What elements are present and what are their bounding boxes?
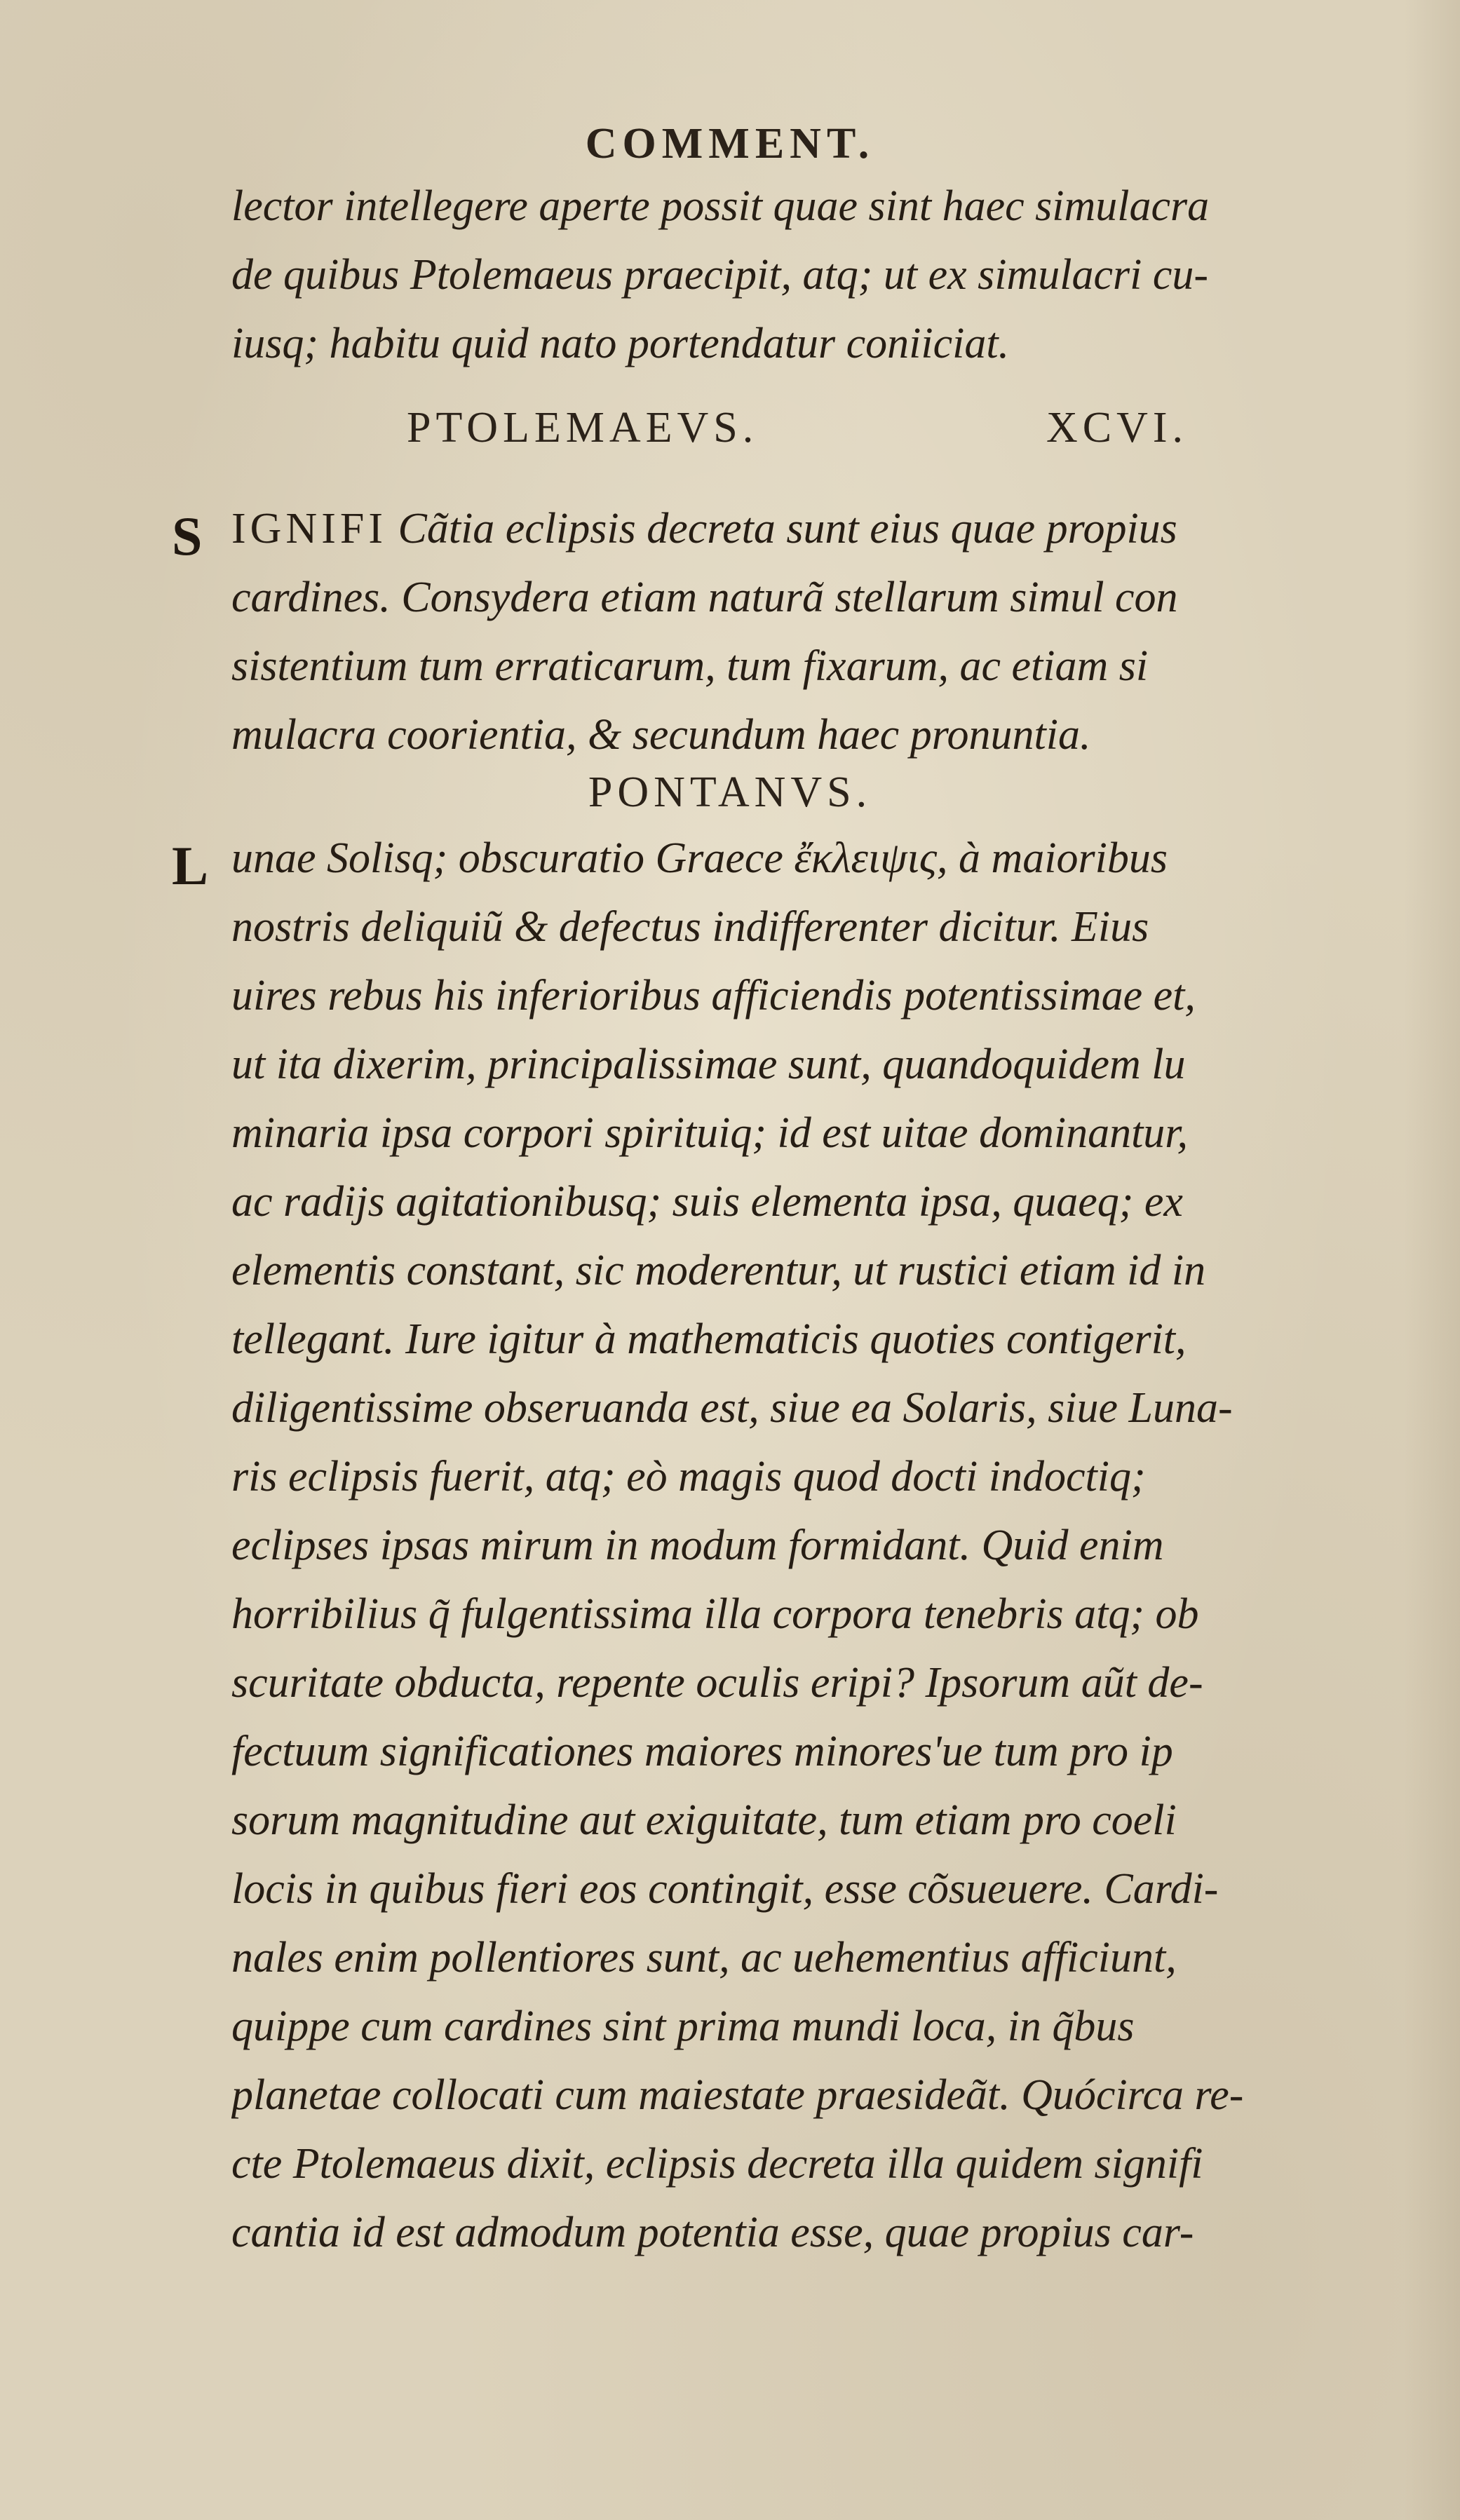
text-line: sistentium tum erraticarum, tum fixarum, ac etiam si [231, 642, 1149, 690]
text-line: locis in quibus fieri eos contingit, esse cõsueuere. Cardi- [231, 1865, 1219, 1913]
text-line: scuritate obducta, repente oculis eripi? Ipsorum aũt de- [231, 1659, 1203, 1707]
text-line: ac radijs agitationibusq; suis elementa ipsa, quaeq; ex [231, 1178, 1183, 1226]
text-line: diligentissime obseruanda est, siue ea Solaris, siue Luna- [231, 1384, 1233, 1432]
text-line: cardines. Consydera etiam naturã stellarum simul con [231, 574, 1178, 621]
text-line: ut ita dixerim, principalissimae sunt, quandoquidem lu [231, 1041, 1186, 1088]
text-line: fectuum significationes maiores minores'ue tum pro ip [231, 1728, 1173, 1775]
pontanus-heading: PONTANVS. [588, 768, 872, 816]
page-edge-shadow [1404, 0, 1460, 2520]
text-line: minaria ipsa corpori spirituiq; id est uitae dominantur, [231, 1109, 1189, 1157]
intro-text [231, 172, 1367, 378]
text-line: unae Solisq; obscuratio Graece ἔκλειψις, à maioribus [231, 834, 1168, 882]
text-line: tellegant. Iure igitur à mathematicis quoties contigerit, [231, 1315, 1187, 1363]
text-line: quippe cum cardines sint prima mundi loca, in q̃bus [231, 2003, 1135, 2050]
text-line: planetae collocati cum maiestate praesideãt. Quócirca re- [231, 2071, 1244, 2119]
running-head: COMMENT. [585, 120, 875, 168]
text-line: de quibus Ptolemaeus praecipit, atq; ut ex simulacri cu- [231, 251, 1209, 299]
text-line: ris eclipsis fuerit, atq; eò magis quod docti indoctiq; [231, 1453, 1146, 1501]
initial-letter-s: S [172, 506, 203, 567]
ptolemy-text [231, 494, 1367, 769]
text-line: iusq; habitu quid nato portendatur coniiciat. [231, 320, 1010, 367]
text-line [231, 494, 1367, 563]
text-line: sorum magnitudine aut exiguitate, tum etiam pro coeli [231, 1796, 1177, 1844]
text-line: elementis constant, sic moderentur, ut rustici etiam id in [231, 1247, 1206, 1294]
lead-word: IGNIFI [231, 505, 387, 553]
text-line: cte Ptolemaeus dixit, eclipsis decreta illa quidem signifi [231, 2140, 1203, 2188]
text-line: eclipses ipsas mirum in modum formidant. Quid enim [231, 1522, 1164, 1569]
text-line: horribilius q̃ fulgentissima illa corpora tenebris atq; ob [231, 1590, 1199, 1638]
text-line: mulacra coorientia, & secundum haec pronuntia. [231, 711, 1091, 759]
text-line-rest: Cãtia eclipsis decreta sunt eius quae propius [398, 505, 1177, 553]
aphorism-number: XCVI. [1046, 404, 1189, 452]
text-line: cantia id est admodum potentia esse, quae propius car- [231, 2209, 1194, 2256]
ptolemy-heading: PTOLEMAEVS. [407, 404, 759, 452]
text-line: nostris deliquiũ & defectus indifferenter dicitur. Eius [231, 903, 1149, 951]
text-line: nales enim pollentiores sunt, ac uehementius afficiunt, [231, 1934, 1177, 1982]
initial-letter-l: L [172, 835, 209, 896]
text-line: uires rebus his inferioribus afficiendis potentissimae et, [231, 972, 1196, 1019]
pontanus-text [231, 824, 1367, 2267]
text-line: lector intellegere aperte possit quae sint haec simulacra [231, 182, 1210, 230]
